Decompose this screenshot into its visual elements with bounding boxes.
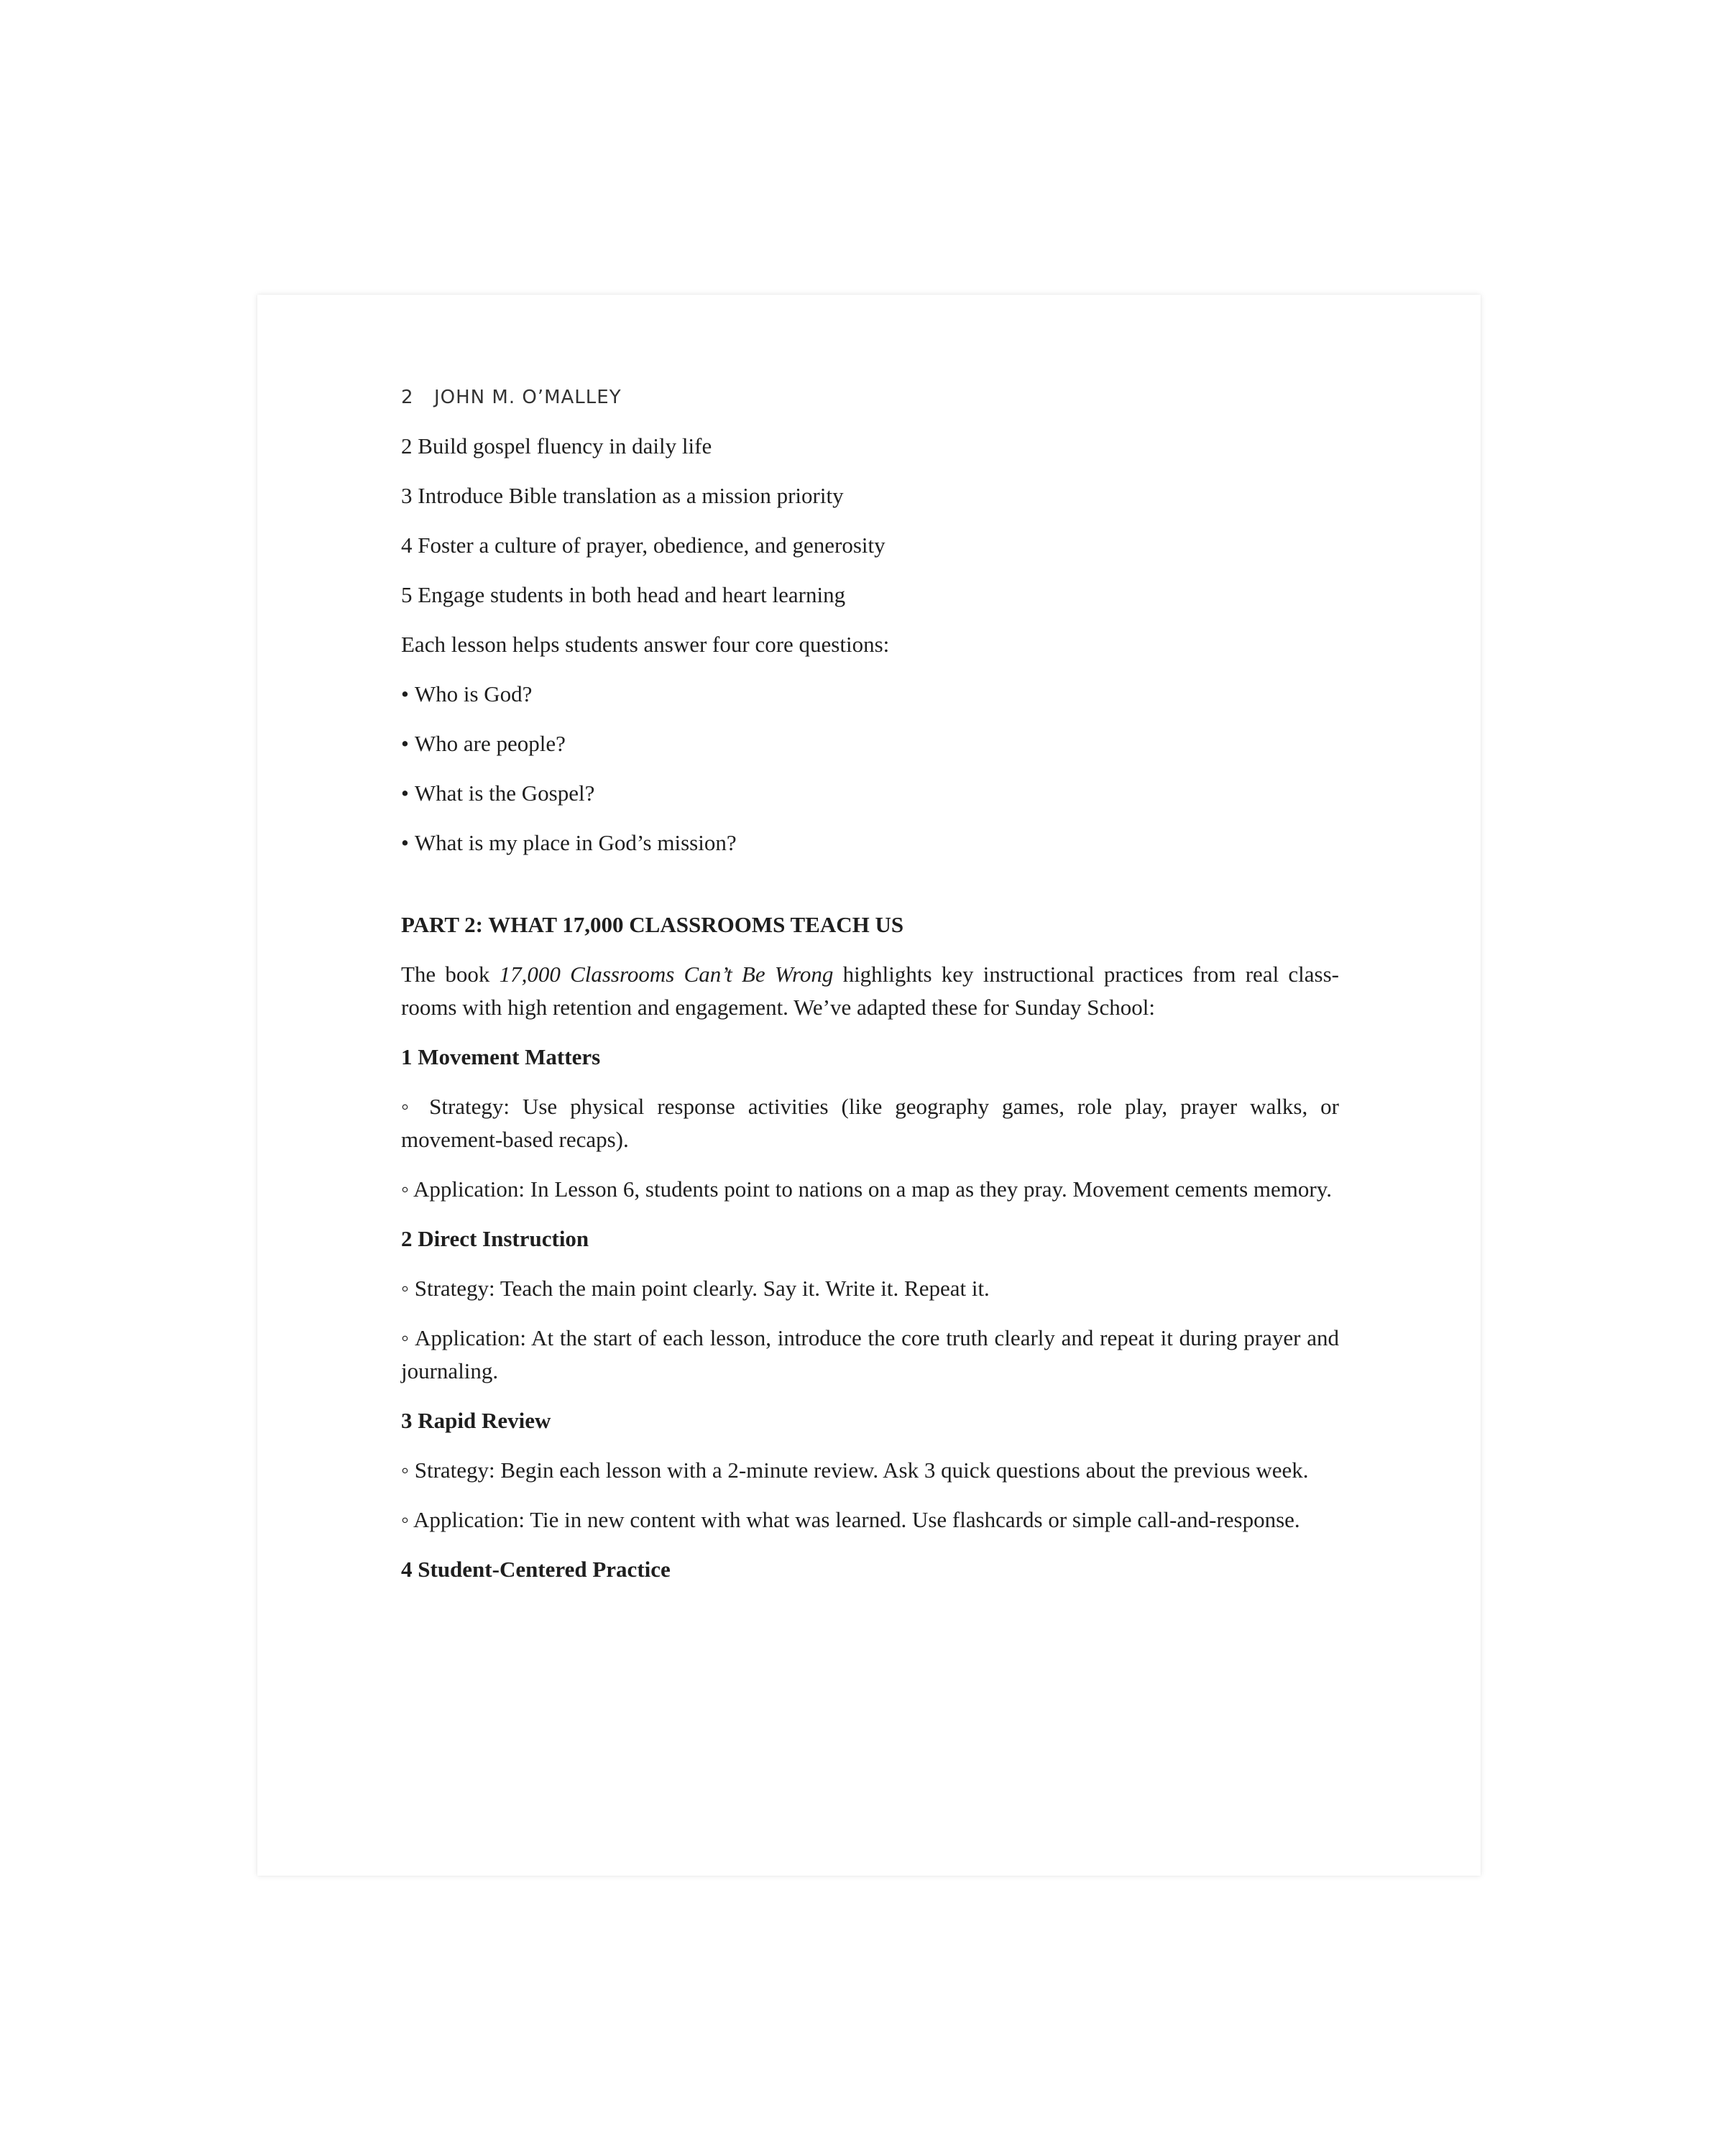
goal-item: 5 Engage students in both head and heart learning bbox=[401, 582, 846, 607]
part2-title: PART 2: WHAT 17,000 CLASSROOMS TEACH US bbox=[401, 912, 904, 937]
practice-application: ◦ Application: Tie in new content with what was learned. Use flashcards or simple call-and-response. bbox=[401, 1507, 1300, 1532]
bullet-icon: • bbox=[401, 731, 409, 756]
document-page bbox=[257, 295, 1481, 1876]
practice-application: ◦ Application: In Lesson 6, students point to nations on a map as they pray. Movement cements memory. bbox=[401, 1176, 1332, 1202]
practice-strategy: ◦ Strategy: Teach the main point clearly. Say it. Write it. Repeat it. bbox=[401, 1276, 990, 1301]
practice-heading: 4 Student-Centered Practice bbox=[401, 1557, 671, 1582]
running-head bbox=[401, 381, 1339, 414]
practice-strategy: ◦ Strategy: Begin each lesson with a 2-minute review. Ask 3 quick questions about the previous week. bbox=[401, 1457, 1309, 1483]
practice-heading: 3 Rapid Review bbox=[401, 1408, 551, 1433]
bullet-icon: • bbox=[401, 780, 409, 806]
question-item: • Who is God? bbox=[401, 678, 1339, 711]
questions-intro: Each lesson helps students answer four core questions: bbox=[401, 632, 890, 657]
question-item: • What is the Gospel? bbox=[401, 777, 1339, 810]
goal-item: 2 Build gospel fluency in daily life bbox=[401, 433, 712, 459]
practice-heading: 2 Direct Instruction bbox=[401, 1226, 589, 1251]
practice-strategy: ◦ Strategy: Use physical response activities (like geography games, role play, prayer walks, or movement-based recaps). bbox=[401, 1094, 1339, 1152]
question-item: • Who are people? bbox=[401, 727, 1339, 760]
part2-intro: The book 17,000 Classrooms Can’t Be Wrong highlights key instructional practices from real class-rooms with high retention and engagement. We’ve adapted these for Sunday School: bbox=[401, 962, 1339, 1020]
author-name: JOHN M. O’MALLEY bbox=[434, 387, 622, 408]
practice-application: ◦ Application: At the start of each lesson, introduce the core truth clearly and repeat it during prayer and journaling. bbox=[401, 1325, 1339, 1383]
practice-heading: 1 Movement Matters bbox=[401, 1044, 601, 1069]
question-item: • What is my place in God’s mission? bbox=[401, 826, 1339, 860]
bullet-icon: • bbox=[401, 681, 409, 706]
bullet-icon: • bbox=[401, 830, 409, 855]
page-content bbox=[401, 381, 1339, 1603]
goal-item: 4 Foster a culture of prayer, obedience, and generosity bbox=[401, 533, 886, 558]
book-title: 17,000 Classrooms Can’t Be Wrong bbox=[499, 962, 834, 987]
page-number: 2 bbox=[401, 387, 414, 408]
goal-item: 3 Introduce Bible translation as a mission priority bbox=[401, 483, 844, 508]
